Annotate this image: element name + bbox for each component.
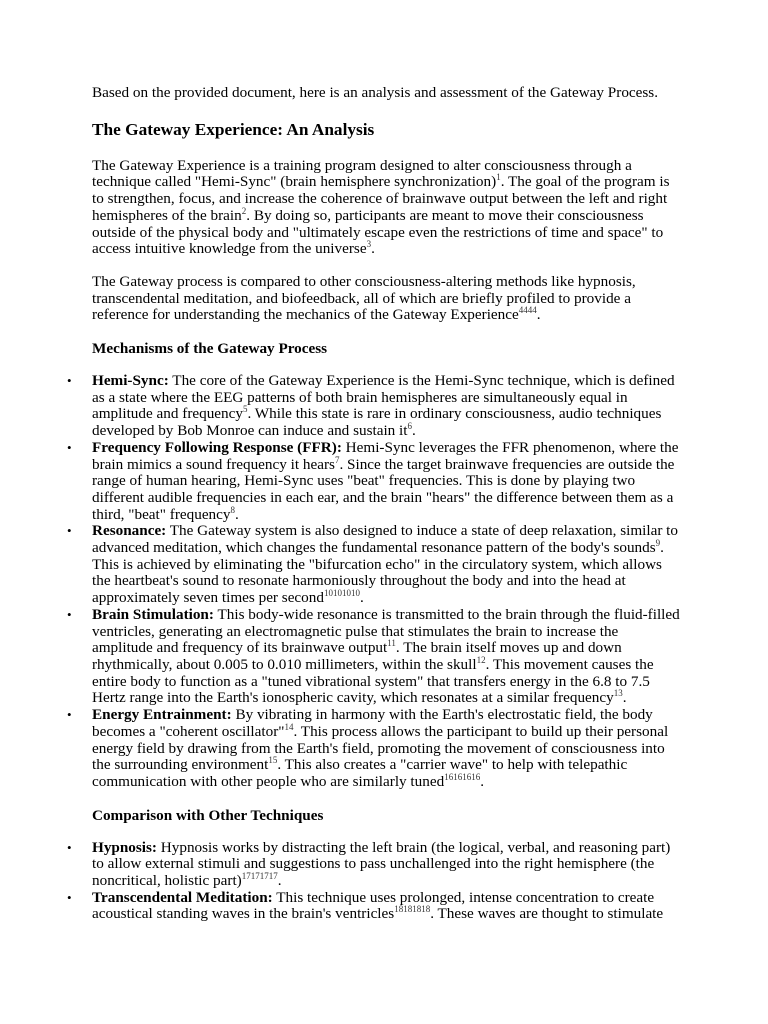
footnote-ref[interactable]: 6 [407, 421, 412, 432]
list-item-text: . This also creates a "carrier wave" to help with telepathic communication with other people who are similarly tuned [92, 756, 628, 790]
document-title: The Gateway Experience: An Analysis [92, 119, 375, 139]
comparison-intro-text: The Gateway process is compared to other consciousness-altering methods like hypnosis, transcendental meditation, and biofeedback, all of which are briefly profiled to provide a reference for understanding the mechanics of the Gateway Experience [92, 272, 636, 324]
list-item-term: Transcendental Meditation: [92, 888, 273, 906]
list-item-text: . [234, 505, 239, 523]
list-item-term: Frequency Following Response (FFR): [92, 438, 342, 456]
paragraph-comparison-intro [92, 274, 682, 324]
footnote-ref[interactable]: 11 [387, 638, 396, 649]
footnote-ref[interactable]: 7 [334, 454, 340, 465]
list-item-term: Resonance: [92, 522, 167, 540]
section-heading-comparison: Comparison with Other Techniques [92, 806, 324, 824]
bullet: • [67, 889, 72, 905]
overview-text-c: . By doing so, participants are meant to move their consciousness outside of the physical body and "ultimately escape even the restrictions of time and space" to access intuitive knowledge from the universe [92, 206, 664, 258]
list-item-text: . While this state is rare in ordinary consciousness, audio techniques developed by Bob Monroe can induce and sustain it [92, 405, 662, 440]
footnote-ref[interactable]: 18181818 [394, 904, 431, 915]
bullet: • [67, 439, 72, 455]
list-item [67, 522, 682, 607]
list-item-text: This body-wide resonance is transmitted to the brain through the fluid-filled ventricles, generating an electromagnetic pulse that stimulates the brain to increase the amplitude and frequency of its brainwave output [92, 605, 680, 657]
footnote-ref[interactable]: 4444 [518, 305, 537, 316]
overview-text-b: . The goal of the program is to strengthen, focus, and increase the coherence of brainwave output between the left and right hemispheres of the brain [92, 173, 670, 224]
footnote-ref[interactable]: 10101010 [323, 588, 360, 599]
list-item-text: The Gateway system is also designed to induce a state of deep relaxation, similar to advanced meditation, which changes the fundamental resonance pattern of the body's sounds [92, 522, 678, 557]
overview-text-d: . [371, 240, 375, 258]
footnote-ref[interactable]: 5 [242, 404, 248, 415]
bullet: • [67, 839, 72, 855]
list-item [67, 706, 682, 791]
list-item-text: The core of the Gateway Experience is the Hemi-Sync technique, which is defined as a state where the EEG patterns of both brain hemispheres are simultaneously equal in amplitude and frequency [92, 372, 675, 423]
footnote-ref[interactable]: 13 [613, 688, 623, 699]
list-item-text: . The brain itself moves up and down rhythmically, about 0.005 to 0.010 millimeters, within the skull [92, 639, 622, 673]
bullet: • [67, 373, 72, 389]
list-item [67, 438, 682, 524]
list-item-text: . [359, 589, 364, 607]
document-page [67, 84, 682, 939]
list-item-text: By vibrating in harmony with the Earth's electrostatic field, the body becomes a "coherent oscillator" [92, 706, 653, 740]
comparison-intro-end: . [536, 306, 541, 324]
list-item-text: This technique uses prolonged, intense concentration to create acoustical standing waves in the brain's ventricles [92, 888, 655, 923]
list-item-text: . These waves are thought to stimulate [430, 905, 664, 923]
footnote-ref[interactable]: 8 [230, 504, 235, 515]
list-item [67, 372, 682, 440]
footnote-ref[interactable]: 15 [268, 755, 278, 766]
footnote-ref[interactable]: 9 [655, 538, 661, 548]
list-item-text: Hemi-Sync leverages the FFR phenomenon, where the brain mimics a sound frequency it hears [92, 438, 679, 473]
list-item-term: Hypnosis: [92, 838, 157, 856]
list-item-text: . [480, 772, 484, 790]
bullet: • [67, 707, 72, 723]
list-item-text: . This process allows the participant to build up their personal energy field by drawing from the Earth's field, promoting the movement of consciousness into the surrounding environment [92, 722, 669, 774]
bullet: • [67, 606, 72, 622]
list-item-term: Hemi-Sync: [92, 372, 169, 390]
footnote-ref[interactable]: 2 [241, 205, 247, 216]
list-item-text: . Since the target brainwave frequencies are outside the range of human hearing, Hemi-Sync uses "beat" frequencies. This is done by playing two different audible frequencies in each ear, and the brain "hears" the difference between them as a third, "beat" frequency [92, 455, 675, 523]
comparison-list [67, 838, 682, 924]
list-item-text: . [412, 422, 416, 440]
list-item-text: Hypnosis works by distracting the left brain (the logical, verbal, and reasoning part) to allow external stimuli and suggestions to pass unchallenged into the right hemisphere (the noncritical, holistic part) [92, 838, 671, 890]
footnote-ref[interactable]: 16161616 [444, 771, 481, 782]
list-item-text: . This movement causes the entire body to function as a "tuned vibrational system" that transfers energy in the 6.8 to 7.5 Hertz range into the Earth's ionospheric cavity, which resonates at a similar frequency [92, 655, 654, 707]
list-item-text: . [277, 872, 282, 890]
footnote-ref[interactable]: 12 [476, 654, 486, 665]
list-item-text: . [622, 689, 627, 707]
list-item [67, 838, 682, 890]
list-item-term: Energy Entrainment: [92, 706, 232, 724]
bullet: • [67, 523, 72, 539]
overview-text-a: The Gateway Experience is a training program designed to alter consciousness through a technique called "Hemi-Sync" (brain hemisphere synchronization) [92, 156, 632, 191]
footnote-ref[interactable]: 3 [366, 239, 372, 250]
list-item-text: . This is achieved by eliminating the "bifurcation echo" in the circulatory system, which allows the heartbeat's sound to resonate harmoniously throughout the body and into the head at approximately seven times per second [92, 539, 664, 607]
footnote-ref[interactable]: 17171717 [241, 870, 278, 881]
footnote-ref[interactable]: 1 [496, 172, 501, 183]
list-item-term: Brain Stimulation: [92, 605, 214, 623]
mechanisms-list [67, 372, 682, 791]
footnote-ref[interactable]: 14 [284, 721, 294, 732]
list-item [67, 605, 682, 707]
list-item [67, 888, 682, 923]
section-heading-mechanisms: Mechanisms of the Gateway Process [92, 340, 328, 358]
intro-text: Based on the provided document, here is an analysis and assessment of the Gateway Process. [92, 84, 659, 101]
paragraph-overview [92, 158, 682, 258]
